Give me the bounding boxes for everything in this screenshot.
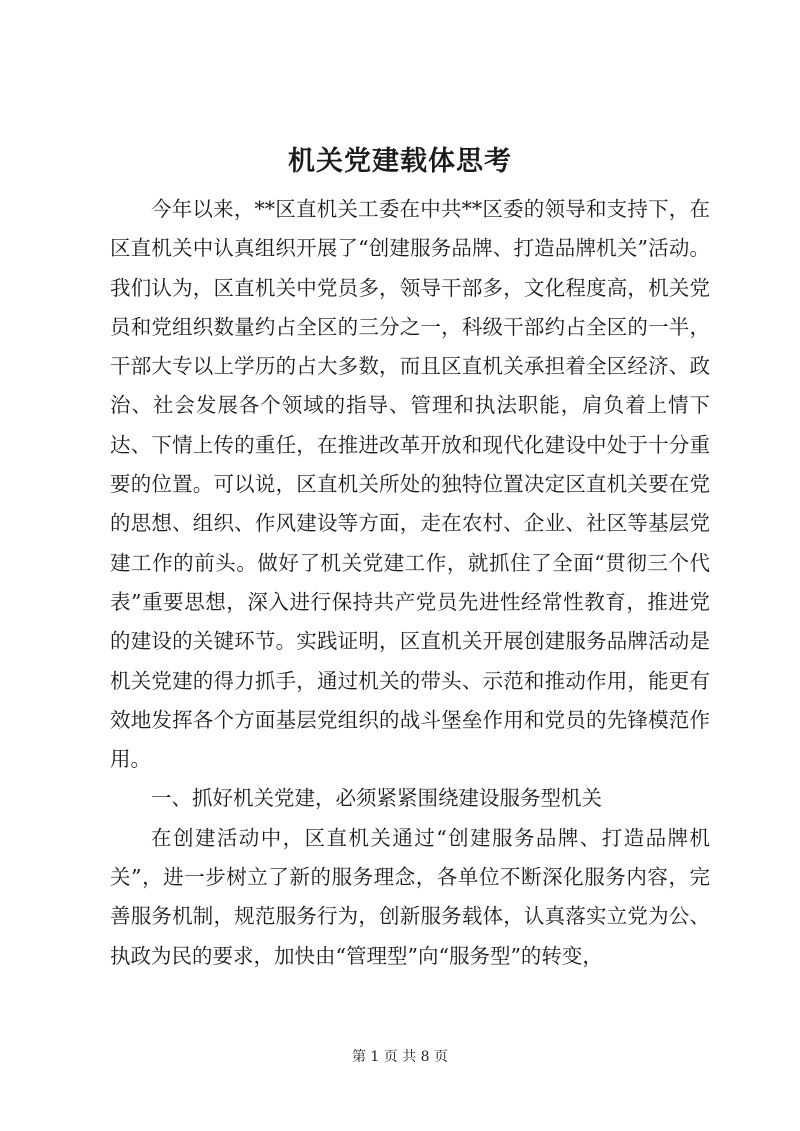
section-paragraph: 在创建活动中，区直机关通过“创建服务品牌、打造品牌机关”，进一步树立了新的服务理念，各单位不断深化服务内容，完善服务机制，规范服务行为，创新服务载体，认真落实立党为公、执政为民的要求，加快由“管理型”向“服务型”的转变，	[110, 825, 710, 968]
document-body	[110, 190, 710, 976]
page-footer: 第 1 页 共 8 页	[351, 1049, 449, 1065]
intro-paragraph: 今年以来，**区直机关工委在中共**区委的领导和支持下，在区直机关中认真组织开展了“创建服务品牌、打造品牌机关”活动。我们认为，区直机关中党员多，领导干部多，文化程度高，机关党员和党组织数量约占全区的三分之一，科级干部约占全区的一半，干部大专以上学历的占大多数，而且区直机关承担着全区经济、政治、社会发展各个领域的指导、管理和执法职能，肩负着上情下达、下情上传的重任，在推进改革开放和现代化建设中处于十分重要的位置。可以说，区直机关所处的独特位置决定区直机关要在党的思想、组织、作风建设等方面，走在农村、企业、社区等基层党建工作的前头。做好了机关党建工作，就抓住了全面“贯彻三个代表”重要思想，深入进行保持共产党员先进性经常性教育，推进党的建设的关键环节。实践证明，区直机关开展创建服务品牌活动是机关党建的得力抓手，通过机关的带头、示范和推动作用，能更有效地发挥各个方面基层党组织的战斗堡垒作用和党员的先锋模范作用。	[110, 197, 710, 772]
section-heading: 一、抓好机关党建，必须紧紧围绕建设服务型机关	[151, 786, 602, 811]
document-title: 机关党建载体思考	[288, 146, 512, 177]
